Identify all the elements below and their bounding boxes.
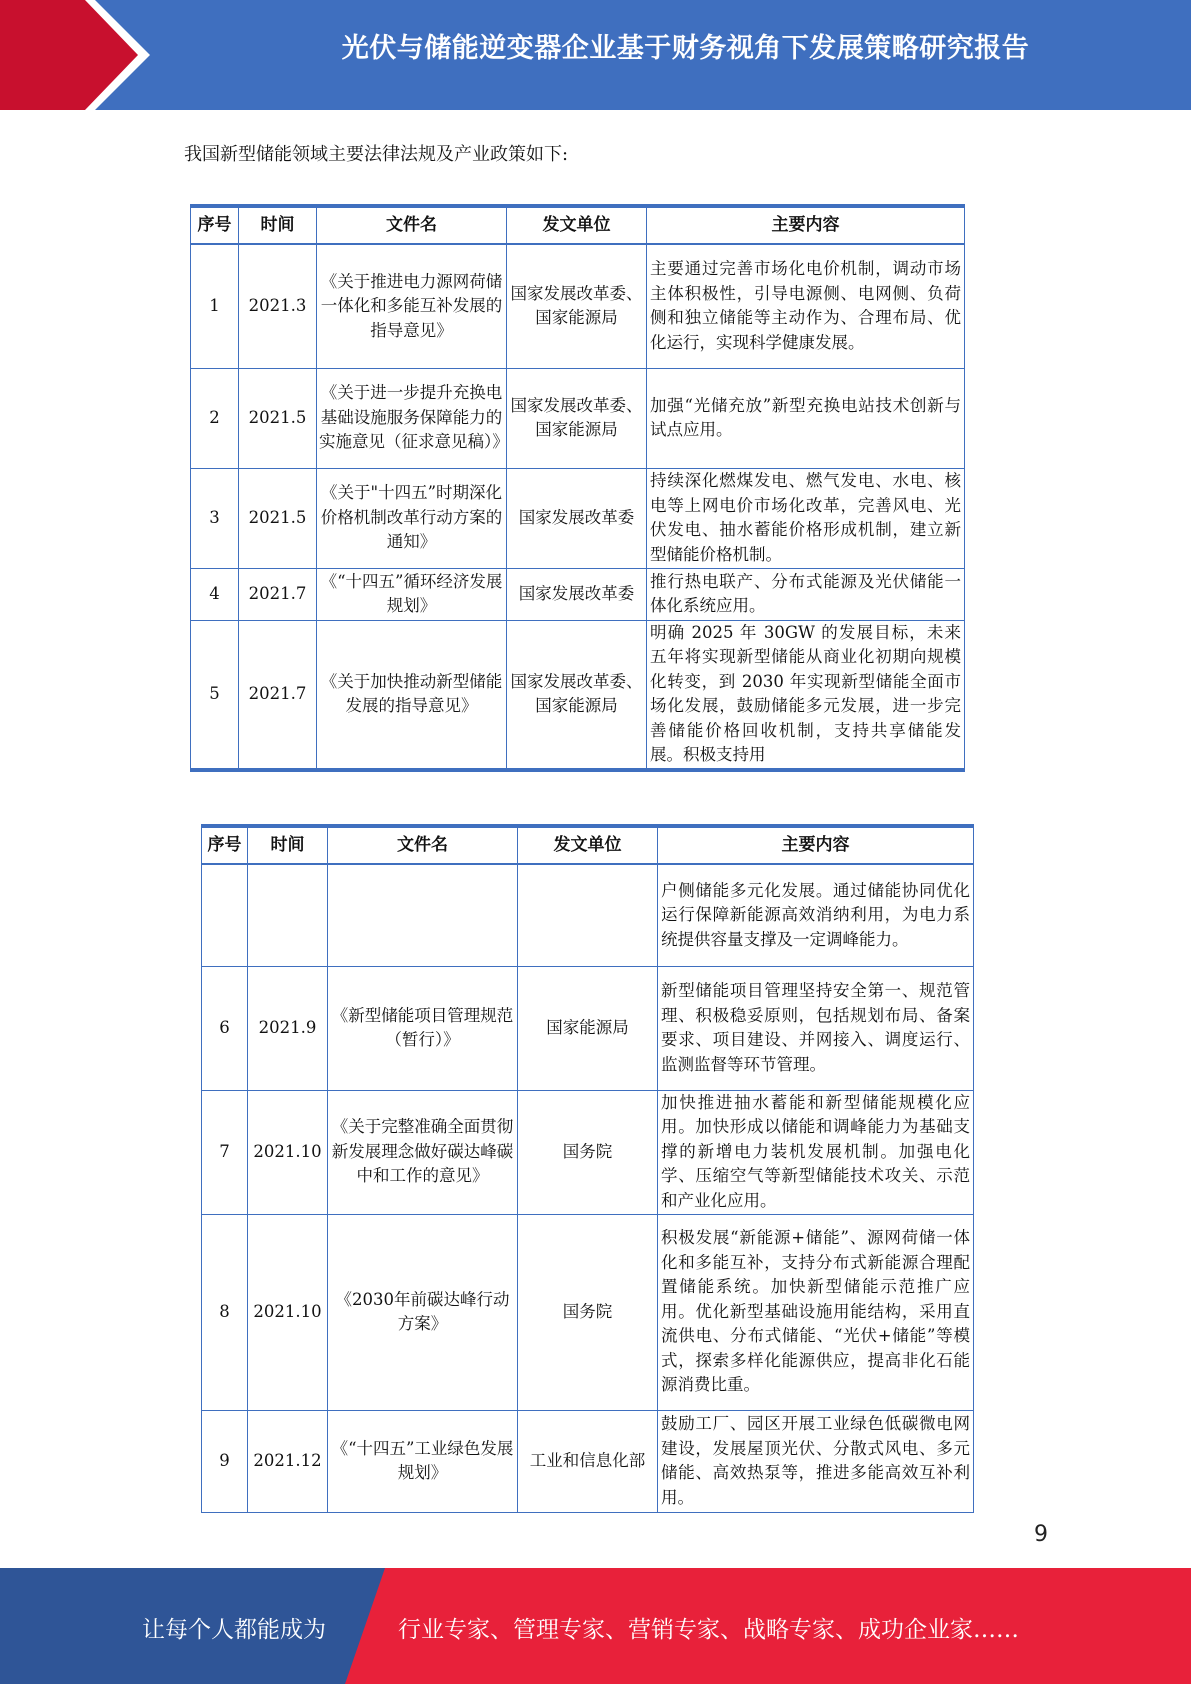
cell-content: 鼓励工厂、园区开展工业绿色低碳微电网建设，发展屋顶光伏、分散式风电、多元储能、高效热泵等，推进多能高效互补利用。 [658,1410,974,1512]
cell-no: 3 [191,468,239,568]
table-row [191,568,965,620]
cell-doc: 《2030年前碳达峰行动方案》 [328,1214,518,1410]
cell-unit: 国家发展改革委 [507,468,647,568]
cell-content: 加强“光储充放”新型充换电站技术创新与试点应用。 [647,368,965,468]
cell-content: 持续深化燃煤发电、燃气发电、水电、核电等上网电价市场化改革，完善风电、光伏发电、抽水蓄能价格形成机制，建立新型储能价格机制。 [647,468,965,568]
header-chevron-decoration [0,0,170,110]
cell-no: 6 [202,966,248,1090]
cell-date: 2021.9 [248,966,328,1090]
cell-doc: 《关于进一步提升充换电基础设施服务保障能力的实施意见（征求意见稿）》 [317,368,507,468]
cell-unit: 国务院 [518,1090,658,1214]
table-header-row [191,206,965,244]
cell-content: 主要通过完善市场化电价机制，调动市场主体积极性，引导电源侧、电网侧、负荷侧和独立储能等主动作为、合理布局、优化运行，实现科学健康发展。 [647,244,965,368]
cell-content: 加快推进抽水蓄能和新型储能规模化应用。加快形成以储能和调峰能力为基础支撑的新增电力装机发展机制。加强电化学、压缩空气等新型储能技术攻关、示范和产业化应用。 [658,1090,974,1214]
cell-no: 1 [191,244,239,368]
col-header-no: 序号 [202,826,248,864]
cell-date [248,864,328,966]
cell-date: 2021.12 [248,1410,328,1512]
cell-no: 5 [191,620,239,770]
cell-content: 明确 2025 年 30GW 的发展目标，未来五年将实现新型储能从商业化初期向规模化转变，到 2030 年实现新型储能全面市场化发展，鼓励储能多元发展，进一步完善储能价格回收机制，支持共享储能发展。积极支持用 [647,620,965,770]
table-header-row [202,826,974,864]
cell-date: 2021.3 [239,244,317,368]
cell-content: 推行热电联产、分布式能源及光伏储能一体化系统应用。 [647,568,965,620]
cell-no: 8 [202,1214,248,1410]
col-header-date: 时间 [248,826,328,864]
col-header-unit: 发文单位 [518,826,658,864]
cell-unit: 国家发展改革委、国家能源局 [507,368,647,468]
policy-table-2 [201,824,974,1513]
policy-table-1 [190,204,965,772]
page-header [0,0,1191,110]
cell-unit: 工业和信息化部 [518,1410,658,1512]
cell-date: 2021.5 [239,368,317,468]
table-row [202,1214,974,1410]
cell-doc: 《关于完整准确全面贯彻新发展理念做好碳达峰碳中和工作的意见》 [328,1090,518,1214]
footer-slogan-left: 让每个人都能成为 [142,1617,326,1643]
cell-doc: 《关于加快推动新型储能发展的指导意见》 [317,620,507,770]
page-number: 9 [1034,1522,1048,1547]
col-header-doc: 文件名 [328,826,518,864]
col-header-content: 主要内容 [647,206,965,244]
cell-no: 9 [202,1410,248,1512]
cell-date: 2021.7 [239,620,317,770]
col-header-doc: 文件名 [317,206,507,244]
cell-unit: 国务院 [518,1214,658,1410]
table-row [191,468,965,568]
cell-doc: 《“十四五”工业绿色发展规划》 [328,1410,518,1512]
cell-doc: 《“十四五”循环经济发展规划》 [317,568,507,620]
cell-date: 2021.5 [239,468,317,568]
cell-content: 户侧储能多元化发展。通过储能协同优化运行保障新能源高效消纳利用，为电力系统提供容量支撑及一定调峰能力。 [658,864,974,966]
cell-no: 2 [191,368,239,468]
cell-unit: 国家能源局 [518,966,658,1090]
col-header-unit: 发文单位 [507,206,647,244]
table-row [191,368,965,468]
footer-slogan-right: 行业专家、管理专家、营销专家、战略专家、成功企业家…… [398,1617,1019,1643]
cell-unit: 国家发展改革委 [507,568,647,620]
cell-doc: 《关于推进电力源网荷储一体化和多能互补发展的指导意见》 [317,244,507,368]
cell-content: 积极发展“新能源+储能”、源网荷储一体化和多能互补，支持分布式新能源合理配置储能系统。加快新型储能示范推广应用。优化新型基础设施用能结构，采用直流供电、分布式储能、“光伏+储能”等模式，探索多样化能源供应，提高非化石能源消费比重。 [658,1214,974,1410]
intro-text: 我国新型储能领域主要法律法规及产业政策如下: [184,144,569,165]
cell-date: 2021.10 [248,1090,328,1214]
table-row [202,864,974,966]
table-row [191,620,965,770]
cell-doc: 《新型储能项目管理规范（暂行）》 [328,966,518,1090]
cell-content: 新型储能项目管理坚持安全第一、规范管理、积极稳妥原则，包括规划布局、备案要求、项目建设、并网接入、调度运行、监测监督等环节管理。 [658,966,974,1090]
col-header-content: 主要内容 [658,826,974,864]
table-row [191,244,965,368]
cell-date: 2021.10 [248,1214,328,1410]
col-header-date: 时间 [239,206,317,244]
cell-doc [328,864,518,966]
page-footer [0,1568,1191,1684]
table-row [202,1410,974,1512]
cell-date: 2021.7 [239,568,317,620]
table-row [202,966,974,1090]
cell-no [202,864,248,966]
cell-unit: 国家发展改革委、国家能源局 [507,620,647,770]
cell-no: 7 [202,1090,248,1214]
cell-unit [518,864,658,966]
cell-unit: 国家发展改革委、国家能源局 [507,244,647,368]
report-title: 光伏与储能逆变器企业基于财务视角下发展策略研究报告 [341,33,1030,64]
cell-no: 4 [191,568,239,620]
cell-doc: 《关于"十四五”时期深化价格机制改革行动方案的通知》 [317,468,507,568]
col-header-no: 序号 [191,206,239,244]
table-row [202,1090,974,1214]
